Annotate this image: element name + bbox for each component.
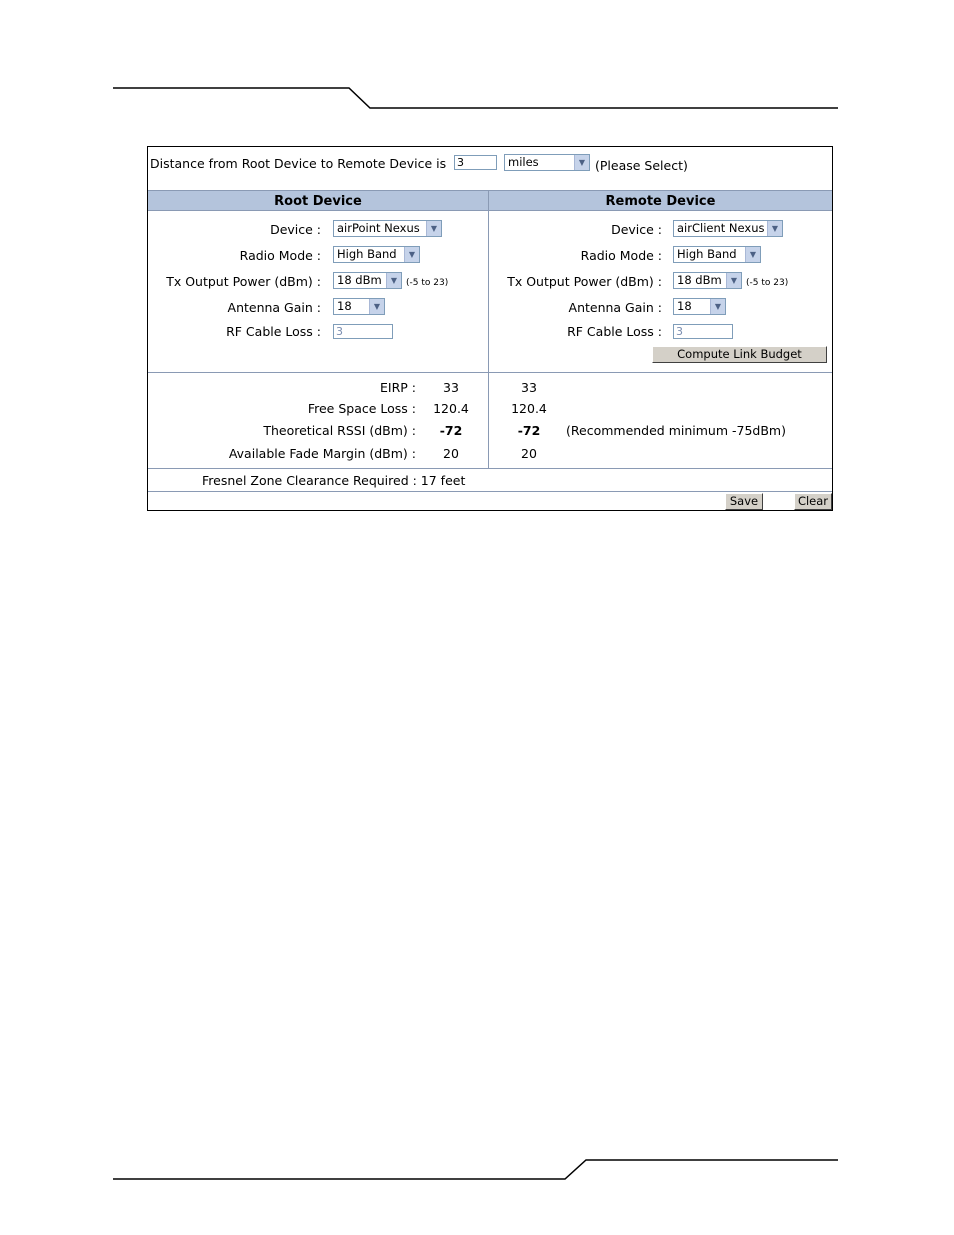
distance-label: Distance from Root Device to Remote Device is [150, 156, 447, 171]
remote-device-header: Remote Device [489, 190, 832, 211]
remote-gain-select[interactable] [673, 298, 726, 315]
remote-gain-value: 18 [677, 299, 692, 313]
remote-radio-label: Radio Mode : [580, 248, 662, 263]
chevron-down-icon: ▼ [426, 221, 441, 236]
root-cable-label: RF Cable Loss : [226, 324, 321, 339]
root-tx-range: (-5 to 23) [406, 278, 449, 288]
remote-tx-select[interactable] [673, 272, 742, 289]
fsl-remote-value: 120.4 [511, 401, 547, 416]
distance-input[interactable]: 3 [454, 155, 497, 170]
root-radio-select[interactable] [333, 246, 420, 263]
chevron-down-icon: ▼ [767, 221, 782, 236]
compute-link-budget-button[interactable]: Compute Link Budget [652, 346, 827, 363]
remote-device-label: Device : [611, 222, 662, 237]
remote-radio-select[interactable] [673, 246, 761, 263]
root-tx-value: 18 dBm [337, 273, 382, 287]
fresnel-clearance-text: Fresnel Zone Clearance Required : 17 feet [202, 473, 466, 488]
eirp-remote-value: 33 [521, 380, 537, 395]
remote-tx-range: (-5 to 23) [746, 278, 789, 288]
distance-unit-value: miles [508, 155, 539, 169]
footer-rule [113, 1160, 838, 1179]
root-radio-label: Radio Mode : [239, 248, 321, 263]
header-rule [113, 88, 838, 108]
fade-margin-label: Available Fade Margin (dBm) : [228, 446, 416, 461]
eirp-root-value: 33 [443, 380, 459, 395]
root-gain-value: 18 [337, 299, 352, 313]
fade-margin-remote-value: 20 [521, 446, 537, 461]
root-cable-input[interactable]: 3 [333, 324, 393, 339]
remote-device-select[interactable] [673, 220, 783, 237]
chevron-down-icon: ▼ [574, 155, 589, 170]
fsl-label: Free Space Loss : [307, 401, 416, 416]
remote-cable-label: RF Cable Loss : [567, 324, 662, 339]
fade-margin-root-value: 20 [443, 446, 459, 461]
root-gain-label: Antenna Gain : [227, 300, 321, 315]
save-button[interactable]: Save [725, 493, 763, 510]
fsl-root-value: 120.4 [433, 401, 469, 416]
root-tx-label: Tx Output Power (dBm) : [166, 274, 321, 289]
remote-cable-input[interactable]: 3 [673, 324, 733, 339]
rssi-label: Theoretical RSSI (dBm) : [263, 423, 416, 438]
remote-tx-label: Tx Output Power (dBm) : [507, 274, 662, 289]
chevron-down-icon: ▼ [710, 299, 725, 314]
fresnel-divider-top [148, 468, 832, 469]
remote-gain-label: Antenna Gain : [568, 300, 662, 315]
chevron-down-icon: ▼ [386, 273, 401, 288]
fresnel-divider-bottom [148, 491, 832, 492]
rssi-remote-value: -72 [517, 423, 541, 438]
chevron-down-icon: ▼ [404, 247, 419, 262]
chevron-down-icon: ▼ [745, 247, 760, 262]
distance-unit-select[interactable] [504, 154, 590, 171]
rssi-recommendation-note: (Recommended minimum -75dBm) [566, 423, 786, 438]
root-device-select[interactable] [333, 220, 442, 237]
root-tx-select[interactable] [333, 272, 402, 289]
column-divider [488, 190, 489, 468]
remote-tx-value: 18 dBm [677, 273, 722, 287]
root-device-value: airPoint Nexus [337, 221, 420, 235]
root-radio-value: High Band [337, 247, 397, 261]
eirp-label: EIRP : [380, 380, 416, 395]
remote-radio-value: High Band [677, 247, 737, 261]
section-divider [148, 372, 832, 373]
rssi-root-value: -72 [439, 423, 463, 438]
link-budget-panel [147, 146, 833, 511]
root-gain-select[interactable] [333, 298, 385, 315]
remote-device-value: airClient Nexus [677, 221, 765, 235]
chevron-down-icon: ▼ [726, 273, 741, 288]
distance-hint: (Please Select) [595, 158, 688, 173]
clear-button[interactable]: Clear [794, 493, 832, 510]
chevron-down-icon: ▼ [369, 299, 384, 314]
root-device-label: Device : [270, 222, 321, 237]
root-device-header: Root Device [148, 190, 488, 211]
